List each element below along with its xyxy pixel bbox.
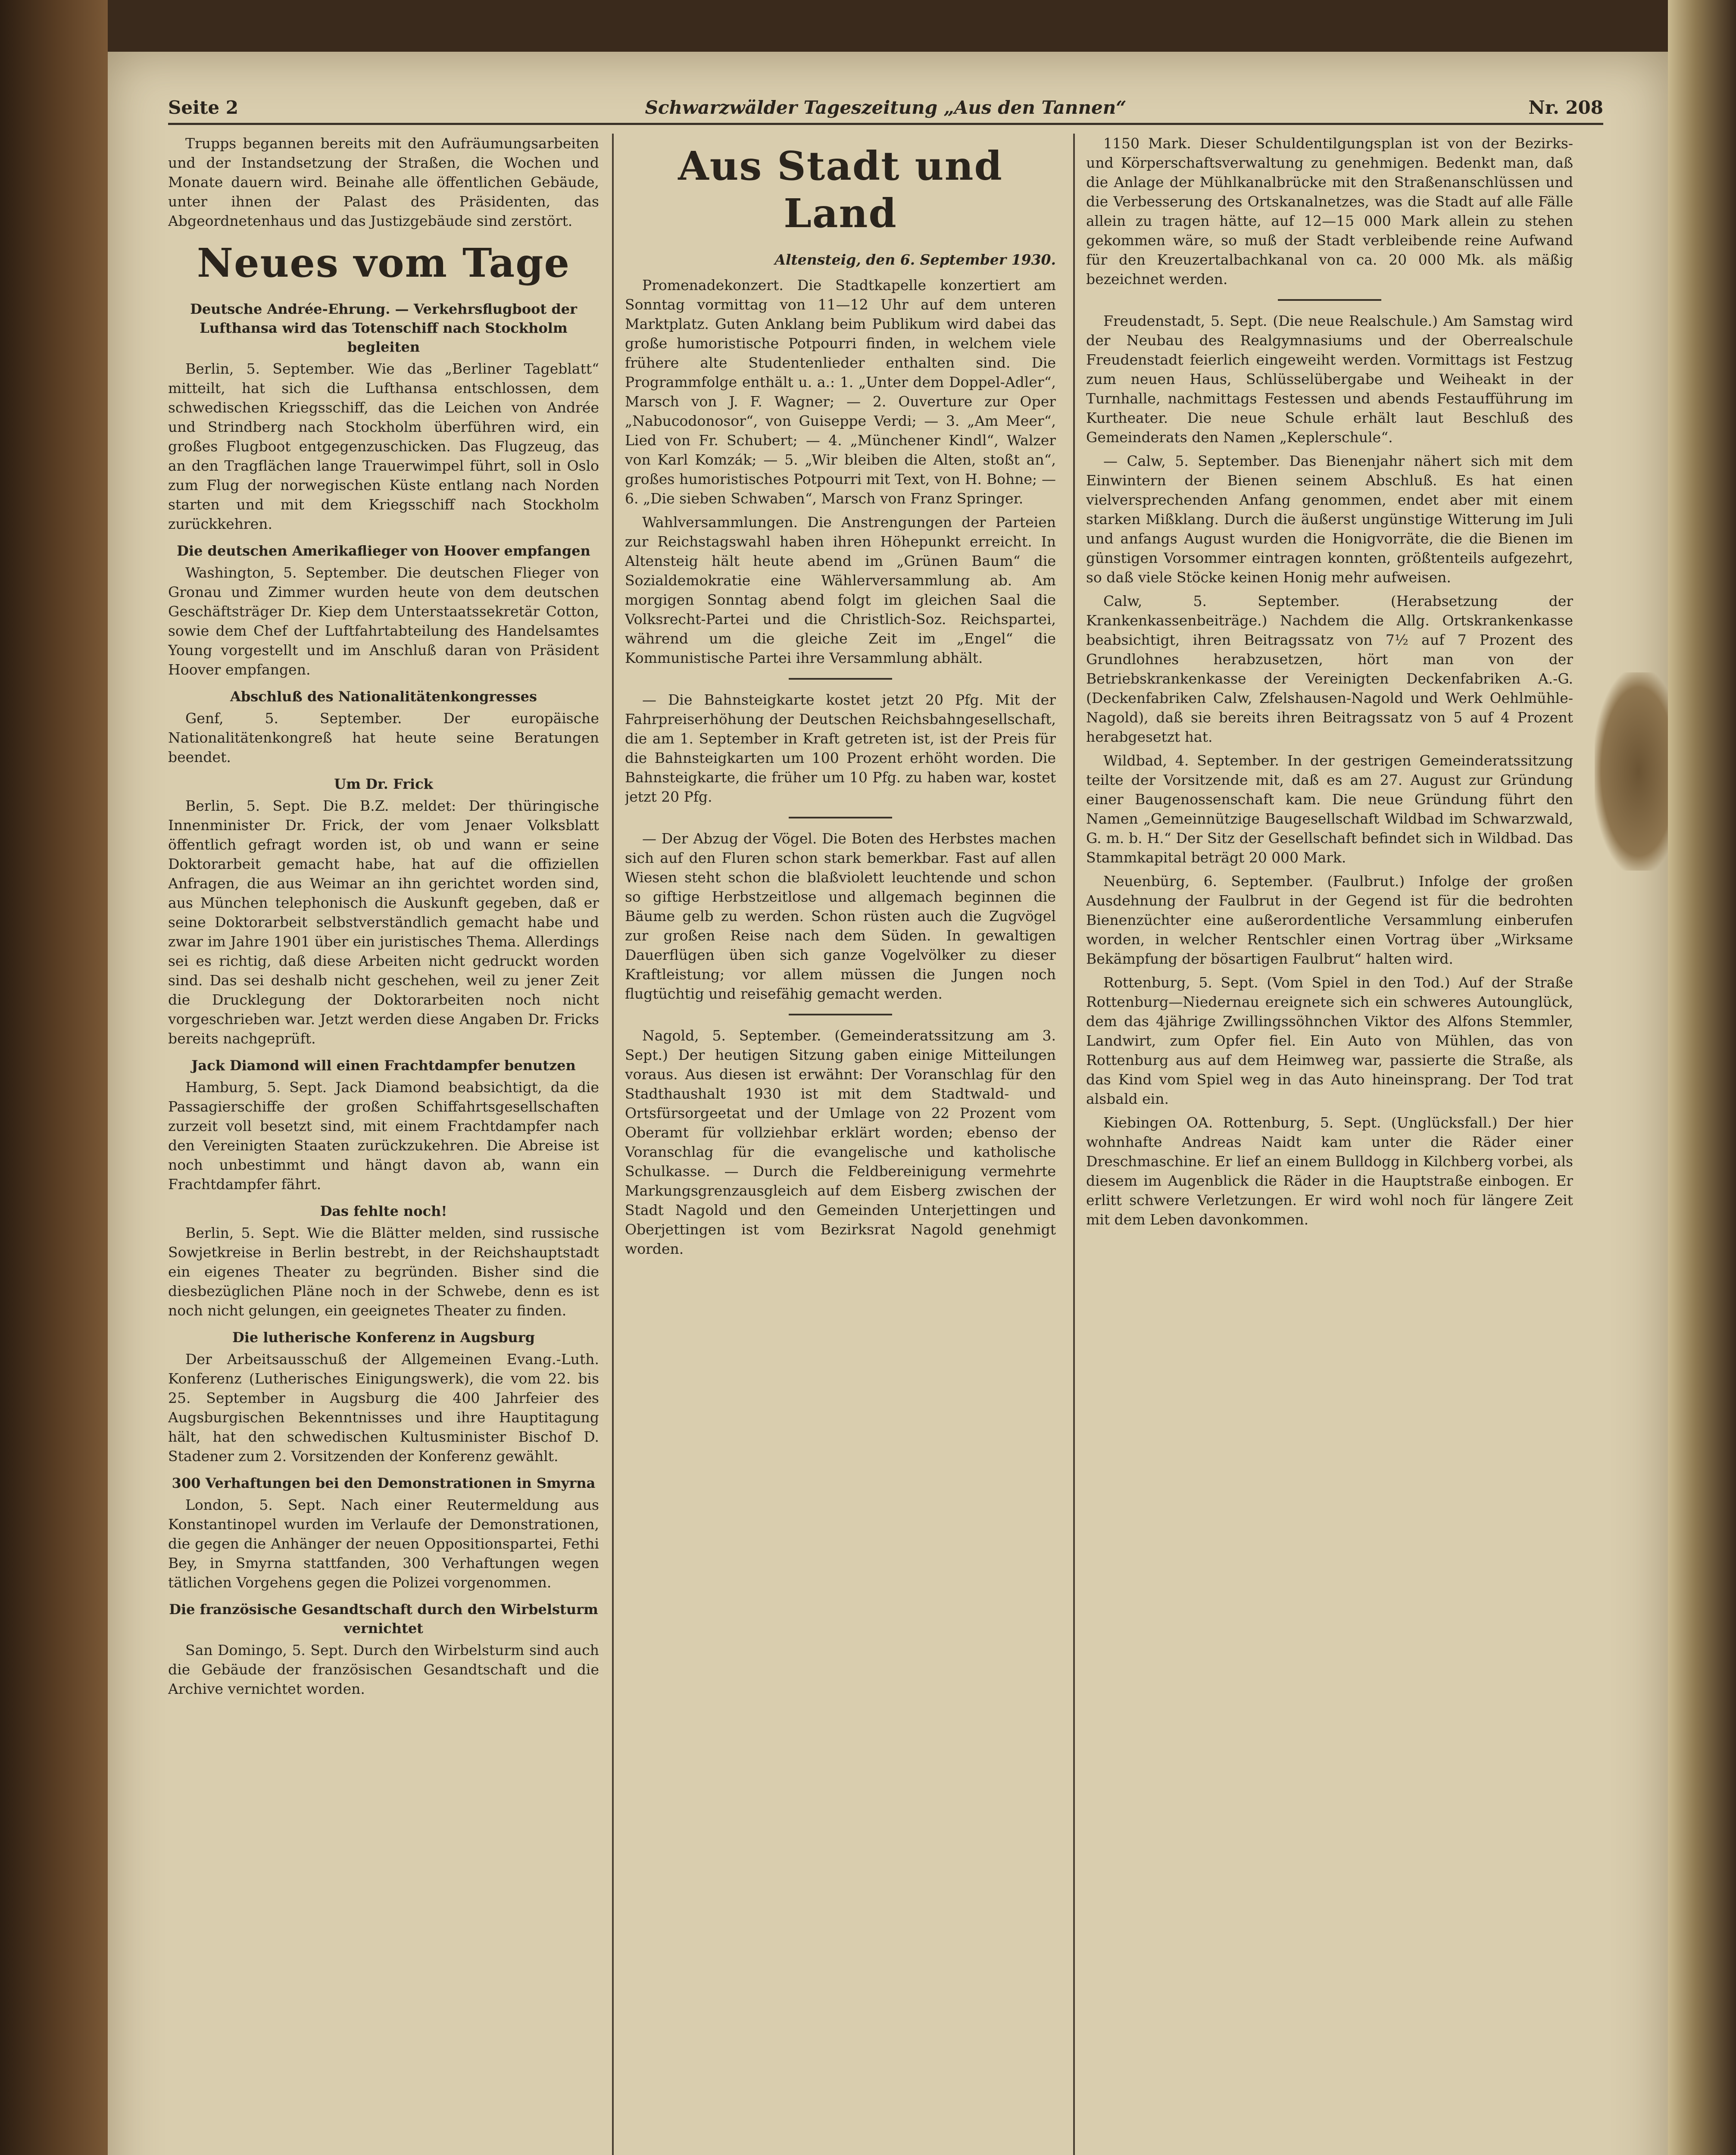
article-headline: Die französische Gesandtschaft durch den Wirbelsturm vernichtet <box>169 1601 598 1637</box>
separator <box>789 1014 892 1015</box>
column-rule <box>1073 134 1075 2155</box>
article-text: San Domingo, 5. Sept. Durch den Wirbelsturm sind auch die Gebäude der französischen Gesandtschaft und die Archive vernichtet worden. <box>168 1642 599 1697</box>
paper-damage <box>1595 672 1668 871</box>
article-text: Rottenburg, 5. Sept. (Vom Spiel in den Tod.) Auf der Straße Rottenburg—Niedernau ereignete sich ein schweres Autounglück, dem das 4jährige Zwillingssöhnchen Viktor des Alfons Stemmler, Landwirt, zum Opfer fiel. Ein Auto von Mühlen, das von Rottenburg aus auf dem Heimweg war, passierte die Straße, als das Kind vom Spiel weg in das Auto hineinsprang. Der Tod trat alsbald ein. <box>1086 974 1573 1107</box>
article-text: Calw, 5. September. (Herabsetzung der Krankenkassenbeiträge.) Nachdem die Allg. Ortskrankenkasse beabsichtigt, ihren Beitragssatz von 7½ auf 7 Prozent des Grundlohnes herabzusetzen, hört man von der Betriebskrankenkasse der Vereinigten Deckenfabriken A.-G. (Deckenfabriken Calw, Zfelshausen-Nagold und Werk Oehlmühle-Nagold), daß sie bereits ihren Beitragssatz von 5 auf 4 Prozent herabgesetzt hat. <box>1086 593 1573 745</box>
article-headline: Jack Diamond will einen Frachtdampfer benutzen <box>191 1057 576 1074</box>
separator <box>789 678 892 680</box>
article-text: Berlin, 5. Sept. Wie die Blätter melden, sind russische Sowjetkreise in Berlin bestrebt, in der Reichshauptstadt ein eigenes Theater zu begründen. Bisher sind die diesbezüglichen Pläne noch in der Schwebe, denn es ist noch nicht gelungen, ein geeignetes Theater zu finden. <box>168 1224 599 1319</box>
separator <box>789 817 892 818</box>
article-text: Genf, 5. September. Der europäische Nationalitätenkongreß hat heute seine Beratungen beendet. <box>168 710 599 765</box>
article-text: 1150 Mark. Dieser Schuldentilgungsplan ist von der Bezirks- und Körperschaftsverwaltung zu genehmigen. Bedenkt man, daß die Anlage der Mühlkanalbrücke mit den Straßenanschlüssen und die Verbesserung des Ortskanalnetzes, was die Stadt auf alle Fälle allein zu tragen hätte, auf 12—15 000 Mark allein zu stehen gekommen wäre, so muß der Stadt verbleibende reine Aufwand für den Kreuzertalbachkanal von ca. 20 000 Mk. als mäßig bezeichnet werden. <box>1086 135 1573 287</box>
article-headline: Die deutschen Amerikaflieger von Hoover empfangen <box>177 543 590 559</box>
article-text: Hamburg, 5. Sept. Jack Diamond beabsichtigt, da die Passagierschiffe der großen Schiffahrtsgesellschaften zurzeit voll besetzt sind, mit einem Frachtdampfer nach den Vereinigten Staaten zurückzukehren. Die Abreise ist noch unbestimmt und hängt davon ab, wann ein Frachtdampfer fährt. <box>168 1079 599 1193</box>
column-rule <box>612 134 614 2155</box>
article-text: — Calw, 5. September. Das Bienenjahr nähert sich mit dem Einwintern der Bienen seinem Abschluß. Es hat einen vielversprechenden Anfang genommen, endet aber mit einem starken Mißklang. Durch die äußerst ungünstige Witterung im Juli und anfangs August wurden die Honigvorräte, die die Bienen im günstigen Vorsommer eintragen konnten, größtenteils aufgezehrt, so daß viele Stöcke keinen Honig mehr aufweisen. <box>1086 453 1573 586</box>
page-edge <box>1668 0 1736 2155</box>
article-headline: Um Dr. Frick <box>334 776 433 792</box>
book-binding <box>0 0 108 2155</box>
article-text: Wildbad, 4. September. In der gestrigen Gemeinderatssitzung teilte der Vorsitzende mit, daß es am 27. August zur Gründung einer Baugenossenschaft kam. Die neue Gründung führt den Namen „Gemeinnützige Baugesellschaft Wildbad im Schwarzwald, G. m. b. H.“ Der Sitz der Gesellschaft befindet sich in Wildbad. Das Stammkapital beträgt 20 000 Mark. <box>1086 752 1573 866</box>
article-text: Nagold, 5. September. (Gemeinderatssitzung am 3. Sept.) Der heutigen Sitzung gaben einige Mitteilungen voraus. Aus diesen ist erwähnt: Der Voranschlag für den Stadthaushalt 1930 ist mit dem Stadtwald- und Ortsfürsorgeetat und der Umlage von 22 Prozent vom Oberamt für vollziehbar erklärt worden; ebenso der Voranschlag für die evangelische und katholische Schulkasse. — Durch die Feldbereinigung vermehrte Markungsgrenzausgleich auf dem Eisberg zwischen der Stadt Nagold und den Gemeinden Unterjettingen und Oberjettingen ist vom Bezirksrat Nagold genehmigt worden. <box>625 1027 1056 1257</box>
newspaper-name: Schwarzwälder Tageszeitung „Aus den Tannen“ <box>645 97 1127 118</box>
running-header <box>168 93 1603 125</box>
article-text: London, 5. Sept. Nach einer Reutermeldung aus Konstantinopel wurden im Verlaufe der Demonstrationen, die gegen die Anhänger der neuen Oppositionspartei, Fethi Bey, in Smyrna stattfanden, 300 Verhaftungen wegen tätlichen Vorgehens gegen die Polizei vorgenommen. <box>168 1496 599 1591</box>
article-headline: Abschluß des Nationalitätenkongresses <box>230 688 537 705</box>
article-text: Promenadekonzert. Die Stadtkapelle konzertiert am Sonntag vormittag von 11—12 Uhr auf dem unteren Marktplatz. Guten Anklang beim Publikum wird dabei das große humoristische Potpourri finden, in welchem viele frühere alte Studentenlieder enthalten sind. Die Programmfolge enthält u. a.: 1. „Unter dem Doppel-Adler“, Marsch von J. F. Wagner; — 2. Ouverture zur Oper „Nabucodonosor“, von Guiseppe Verdi; — 3. „Am Meer“, Lied von Fr. Schubert; — 4. „Münchener Kindl“, Walzer von Karl Komzák; — 5. „Wir bleiben die Alten, stoßt an“, großes humoristisches Potpourri mit Text, von H. Bohne; — 6. „Die sieben Schwaben“, Marsch von Franz Springer. <box>625 277 1056 507</box>
article-text: Berlin, 5. September. Wie das „Berliner Tageblatt“ mitteilt, hat sich die Lufthansa entschlossen, dem schwedischen Kriegsschiff, das die Leichen von Andrée und Strindberg nach Stockholm überführen wird, ein großes Flugboot entgegenzuschicken. Das Flugzeug, das an den Tragflächen lange Trauerwimpel führt, soll in Oslo zum Flug der norwegischen Küste entlang nach Norden starten und mit dem Kriegsschiff nach Stockholm zurückkehren. <box>168 360 599 532</box>
article-text: Trupps begannen bereits mit den Aufräumungsarbeiten und der Instandsetzung der Straßen, die Wochen und Monate dauern wird. Beinahe alle öffentlichen Gebäude, unter ihnen der Palast des Präsidenten, das Abgeordnetenhaus und das Justizgebäude sind zerstört. <box>168 135 599 229</box>
column-right <box>1086 134 1573 2155</box>
article-text: Wahlversammlungen. Die Anstrengungen der Parteien zur Reichstagswahl haben ihren Höhepunkt erreicht. In Altensteig hält heute abend im „Grünen Baum“ die Sozialdemokratie eine Wählerversammlung ab. Am morgigen Sonntag abend folgt im gleichen Saal die Volksrecht-Partei und die Christlich-Soz. Reichspartei, während um die gleiche Zeit im „Engel“ die Kommunistische Partei ihre Versammlung abhält. <box>625 514 1056 666</box>
article-headline: Die lutherische Konferenz in Augsburg <box>232 1329 535 1346</box>
article-headline: 300 Verhaftungen bei den Demonstrationen in Smyrna <box>172 1475 596 1491</box>
article-text: Washington, 5. September. Die deutschen Flieger von Gronau und Zimmer wurden heute von dem deutschen Geschäftsträger Dr. Kiep dem Unterstaatssekretär Cotton, sowie dem Chef der Luftfahrtabteilung des Handelsamtes Young vorgestellt und im Anschluß daran von Präsident Hoover empfangen. <box>168 564 599 678</box>
page-label: Seite 2 <box>168 97 238 118</box>
article-text: Berlin, 5. Sept. Die B.Z. meldet: Der thüringische Innenminister Dr. Frick, der vom Jenaer Volksblatt öffentlich gefragt worden ist, ob und wann er seine Doktorarbeit gemacht habe, hat auf die offiziellen Anfragen, die aus Weimar an ihn gerichtet worden sind, aus München telephonisch die Auskunft gegeben, daß er seine Doktorarbeit selbstverständlich gemacht habe und zwar im Jahre 1901 über ein juristisches Thema. Allerdings sei es richtig, daß diese Arbeiten nicht gedruckt worden sind. Das sei deshalb nicht geschehen, weil zu jener Zeit die Drucklegung der Doktorarbeiten noch nicht vorgeschrieben war. Jetzt werden diese Angaben Dr. Fricks bereits nachgeprüft. <box>168 797 599 1047</box>
article-text: — Die Bahnsteigkarte kostet jetzt 20 Pfg. Mit der Fahrpreiserhöhung der Deutschen Reichsbahngesellschaft, die am 1. September in Kraft getreten ist, ist der Preis für die Bahnsteigkarten um 100 Prozent erhöht worden. Die Bahnsteigkarte, die früher um 10 Pfg. zu haben war, kostet jetzt 20 Pfg. <box>625 691 1056 805</box>
article-text: Kiebingen OA. Rottenburg, 5. Sept. (Unglücksfall.) Der hier wohnhafte Andreas Naidt kam unter die Räder einer Dreschmaschine. Er lief an einem Bulldogg in Kilchberg vorbei, als diesem im Augenblick die Räder in die Hauptstraße einbogen. Er erlitt schwere Verletzungen. Er wird wohl noch für längere Zeit mit dem Leben davonkommen. <box>1086 1114 1573 1228</box>
section-title: Aus Stadt und Land <box>678 143 1003 237</box>
article-text: — Der Abzug der Vögel. Die Boten des Herbstes machen sich auf den Fluren schon stark bemerkbar. Fast auf allen Wiesen steht schon die blaßviolett leuchtende und schon so giftige Herbstzeitlose und allgemach beginnen die Bäume gelb zu werden. Schon rüsten auch die Zugvögel zur großen Reise nach dem Süden. In gewaltigen Dauerflügen üben sich ganze Vogelvölker zu dieser Kraftleistung; vor allem müssen die Jungen noch flugtüchtig und reisefähig gemacht werden. <box>625 830 1056 1002</box>
column-left <box>168 134 599 2155</box>
article-text: Freudenstadt, 5. Sept. (Die neue Realschule.) Am Samstag wird der Neubau des Realgymnasiums und der Oberrealschule Freudenstadt feierlich eingeweiht werden. Vormittags ist Festzug zum neuen Haus, Schlüsselübergabe und Weiheakt in der Turnhalle, nachmittags Festessen und abends Festaufführung im Kurtheater. Die neue Schule erhält laut Beschluß des Gemeinderats den Namen „Keplerschule“. <box>1086 312 1573 446</box>
article-headline: Das fehlte noch! <box>320 1203 447 1219</box>
article-text: Der Arbeitsausschuß der Allgemeinen Evang.-Luth. Konferenz (Lutherisches Einigungswerk), die vom 22. bis 25. September in Augsburg die 400 Jahrfeier des Augsburgischen Bekenntnisses und ihre Hauptitagung hält, hat den schwedischen Kultusminister Bischof D. Stadener zum 2. Vorsitzenden der Konferenz gewählt. <box>168 1351 599 1465</box>
section-title: Neues vom Tage <box>197 240 571 286</box>
separator <box>1278 299 1381 301</box>
dateline: Altensteig, den 6. September 1930. <box>774 251 1056 268</box>
newspaper-page <box>108 52 1668 2155</box>
issue-number: Nr. 208 <box>1528 97 1603 118</box>
article-text: Neuenbürg, 6. September. (Faulbrut.) Infolge der großen Ausdehnung der Faulbrut in der Gegend ist für die bedrohten Bienenzüchter eine außerordentliche Versammlung einberufen worden, in welcher Rentschler einen Vortrag über „Wirksame Bekämpfung der bösartigen Faulbrut“ halten wird. <box>1086 873 1573 967</box>
column-middle <box>625 134 1056 2155</box>
article-headline: Deutsche Andrée-Ehrung. — Verkehrsflugboot der Lufthansa wird das Totenschiff nach Stockholm begleiten <box>190 301 577 355</box>
